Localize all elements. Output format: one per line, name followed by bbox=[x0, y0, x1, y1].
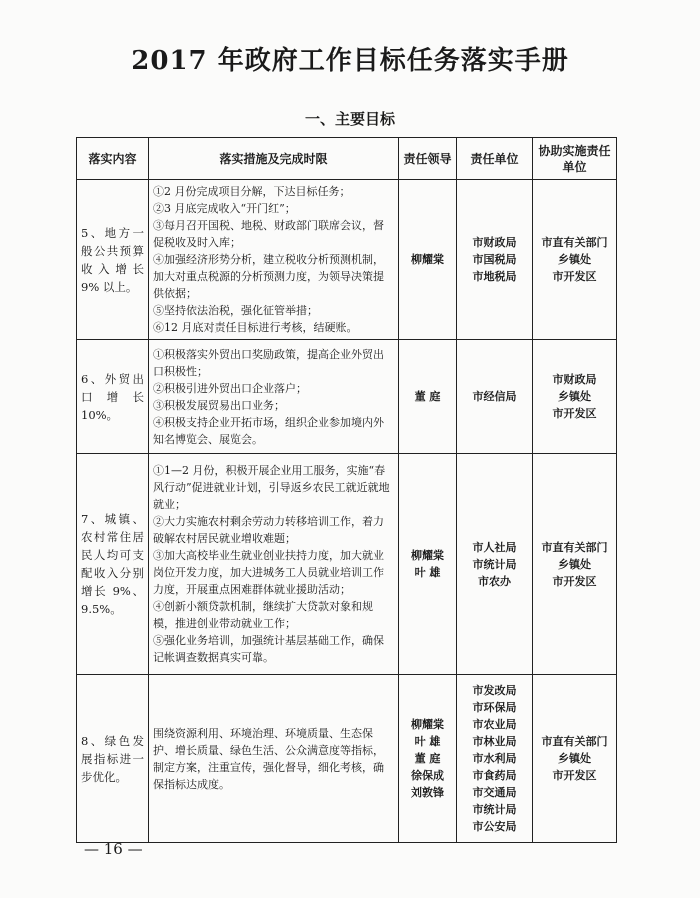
table-row bbox=[77, 454, 617, 675]
measure-item: ①2 月份完成项目分解，下达目标任务； bbox=[153, 185, 351, 198]
leader-cell bbox=[399, 180, 457, 340]
assist-name: 市开发区 bbox=[552, 270, 597, 283]
measure-item: ③积极发展贸易出口业务； bbox=[153, 398, 285, 412]
measures-cell bbox=[149, 454, 399, 675]
content-cell: 7、城镇、农村常住居民人均可支配收入分别增长 9%、9.5%。 bbox=[77, 454, 149, 675]
unit-name: 市地税局 bbox=[472, 270, 517, 283]
table-row bbox=[77, 180, 617, 340]
leader-cell bbox=[399, 675, 457, 843]
unit-name: 市农办 bbox=[478, 574, 511, 588]
assist-name: 乡镇处 bbox=[558, 557, 591, 571]
header-leader: 责任领导 bbox=[399, 138, 457, 180]
task-table-body bbox=[77, 180, 617, 843]
assist-cell bbox=[533, 675, 617, 843]
unit-name: 市食药局 bbox=[472, 769, 517, 782]
measures-cell bbox=[149, 675, 399, 843]
measure-item: ③每月召开国税、地税、财政部门联席会议，督促税收及时入库； bbox=[153, 219, 384, 249]
assist-name: 乡镇处 bbox=[558, 253, 591, 266]
measure-item: ⑤坚持依法治税，强化征管举措； bbox=[153, 304, 318, 317]
assist-cell bbox=[533, 340, 617, 454]
header-unit: 责任单位 bbox=[457, 138, 533, 180]
content-cell: 6、外贸出口增长 10%。 bbox=[77, 340, 149, 454]
unit-cell bbox=[457, 340, 533, 454]
assist-cell bbox=[533, 454, 617, 675]
measure-item: ④加强经济形势分析，建立税收分析预测机制，加大对重点税源的分析预测力度，为领导决策提供依据； bbox=[153, 253, 384, 300]
measure-item: ①1—2 月份，积极开展企业用工服务，实施“春风行动”促进就业计划，引导返乡农民工就近就地就业； bbox=[153, 464, 390, 511]
measure-item: ②积极引进外贸出口企业落户； bbox=[153, 381, 307, 395]
measure-item: ①积极落实外贸出口奖励政策，提高企业外贸出口积极性； bbox=[153, 347, 384, 378]
measure-item: ③加大高校毕业生就业创业扶持力度，加大就业岗位开发力度，加大进城务工人员就业培训工作力度，开展重点困难群体就业援助活动； bbox=[153, 549, 384, 596]
assist-name: 市直有关部门 bbox=[541, 236, 608, 249]
assist-name: 市直有关部门 bbox=[541, 735, 608, 748]
unit-cell bbox=[457, 675, 533, 843]
assist-name: 市开发区 bbox=[552, 574, 597, 588]
header-assist: 协助实施责任单位 bbox=[533, 138, 617, 180]
unit-name: 市发改局 bbox=[472, 684, 517, 697]
unit-name: 市环保局 bbox=[472, 701, 517, 714]
assist-name: 乡镇处 bbox=[558, 752, 591, 765]
unit-name: 市农业局 bbox=[472, 718, 517, 731]
unit-cell bbox=[457, 454, 533, 675]
content-cell: 5、地方一般公共预算收入增长 9% 以上。 bbox=[77, 180, 149, 340]
unit-name: 市国税局 bbox=[472, 253, 517, 266]
assist-cell bbox=[533, 180, 617, 340]
page-title: 2017 年政府工作目标任务落实手册 bbox=[131, 46, 569, 76]
unit-name: 市林业局 bbox=[472, 735, 517, 748]
leader-name: 柳耀棠 bbox=[411, 718, 444, 731]
table-row bbox=[77, 340, 617, 454]
unit-name: 市经信局 bbox=[472, 390, 517, 403]
table-row bbox=[77, 675, 617, 843]
unit-name: 市人社局 bbox=[472, 540, 517, 554]
leader-name: 柳耀棠 bbox=[411, 253, 444, 266]
assist-name: 市开发区 bbox=[552, 769, 597, 782]
unit-name: 市统计局 bbox=[472, 557, 517, 571]
leader-name: 董 庭 bbox=[414, 752, 441, 765]
page-number: — 16 — bbox=[84, 840, 143, 858]
table-header-row bbox=[77, 138, 617, 180]
measure-item: ⑤强化业务培训，加强统计基层基础工作，确保记帐调查数据真实可靠。 bbox=[153, 634, 384, 664]
unit-name: 市水利局 bbox=[472, 752, 517, 765]
header-content: 落实内容 bbox=[77, 138, 149, 180]
leader-name: 董 庭 bbox=[414, 390, 441, 403]
unit-name: 市公安局 bbox=[472, 820, 517, 833]
unit-cell bbox=[457, 180, 533, 340]
unit-name: 市财政局 bbox=[472, 236, 517, 249]
measure-item: ②3 月底完成收入“开门红”； bbox=[153, 202, 296, 215]
measure-item: ④创新小额贷款机制，继续扩大贷款对象和规模，推进创业带动就业工作； bbox=[153, 600, 373, 630]
leader-cell bbox=[399, 454, 457, 675]
leader-name: 刘敦锋 bbox=[411, 786, 444, 799]
measure-item: ④积极支持企业开拓市场，组织企业参加境内外知名博览会、展览会。 bbox=[153, 415, 384, 446]
assist-name: 市开发区 bbox=[552, 407, 597, 420]
measure-item: 围绕资源利用、环境治理、环境质量、生态保护、增长质量、绿色生活、公众满意度等指标，制定方案，注重宣传，强化督导，细化考核，确保指标达成度。 bbox=[153, 726, 384, 791]
measures-cell bbox=[149, 180, 399, 340]
unit-name: 市统计局 bbox=[472, 803, 517, 816]
assist-name: 市直有关部门 bbox=[541, 540, 608, 554]
assist-name: 乡镇处 bbox=[558, 390, 591, 403]
leader-name: 叶 雄 bbox=[414, 566, 441, 579]
measure-item: ⑥12 月底对责任目标进行考核，结硬账。 bbox=[153, 321, 358, 334]
task-table bbox=[76, 137, 617, 843]
leader-name: 柳耀棠 bbox=[411, 549, 444, 562]
unit-name: 市交通局 bbox=[472, 786, 517, 799]
leader-cell bbox=[399, 340, 457, 454]
leader-name: 徐保成 bbox=[411, 769, 444, 782]
content-cell: 8、绿色发展指标进一步优化。 bbox=[77, 675, 149, 843]
measure-item: ②大力实施农村剩余劳动力转移培训工作，着力破解农村居民就业增收难题； bbox=[153, 515, 384, 545]
section-heading: 一、主要目标 bbox=[304, 110, 395, 128]
leader-name: 叶 雄 bbox=[414, 735, 441, 748]
header-measures: 落实措施及完成时限 bbox=[149, 138, 399, 180]
assist-name: 市财政局 bbox=[552, 373, 597, 386]
measures-cell bbox=[149, 340, 399, 454]
